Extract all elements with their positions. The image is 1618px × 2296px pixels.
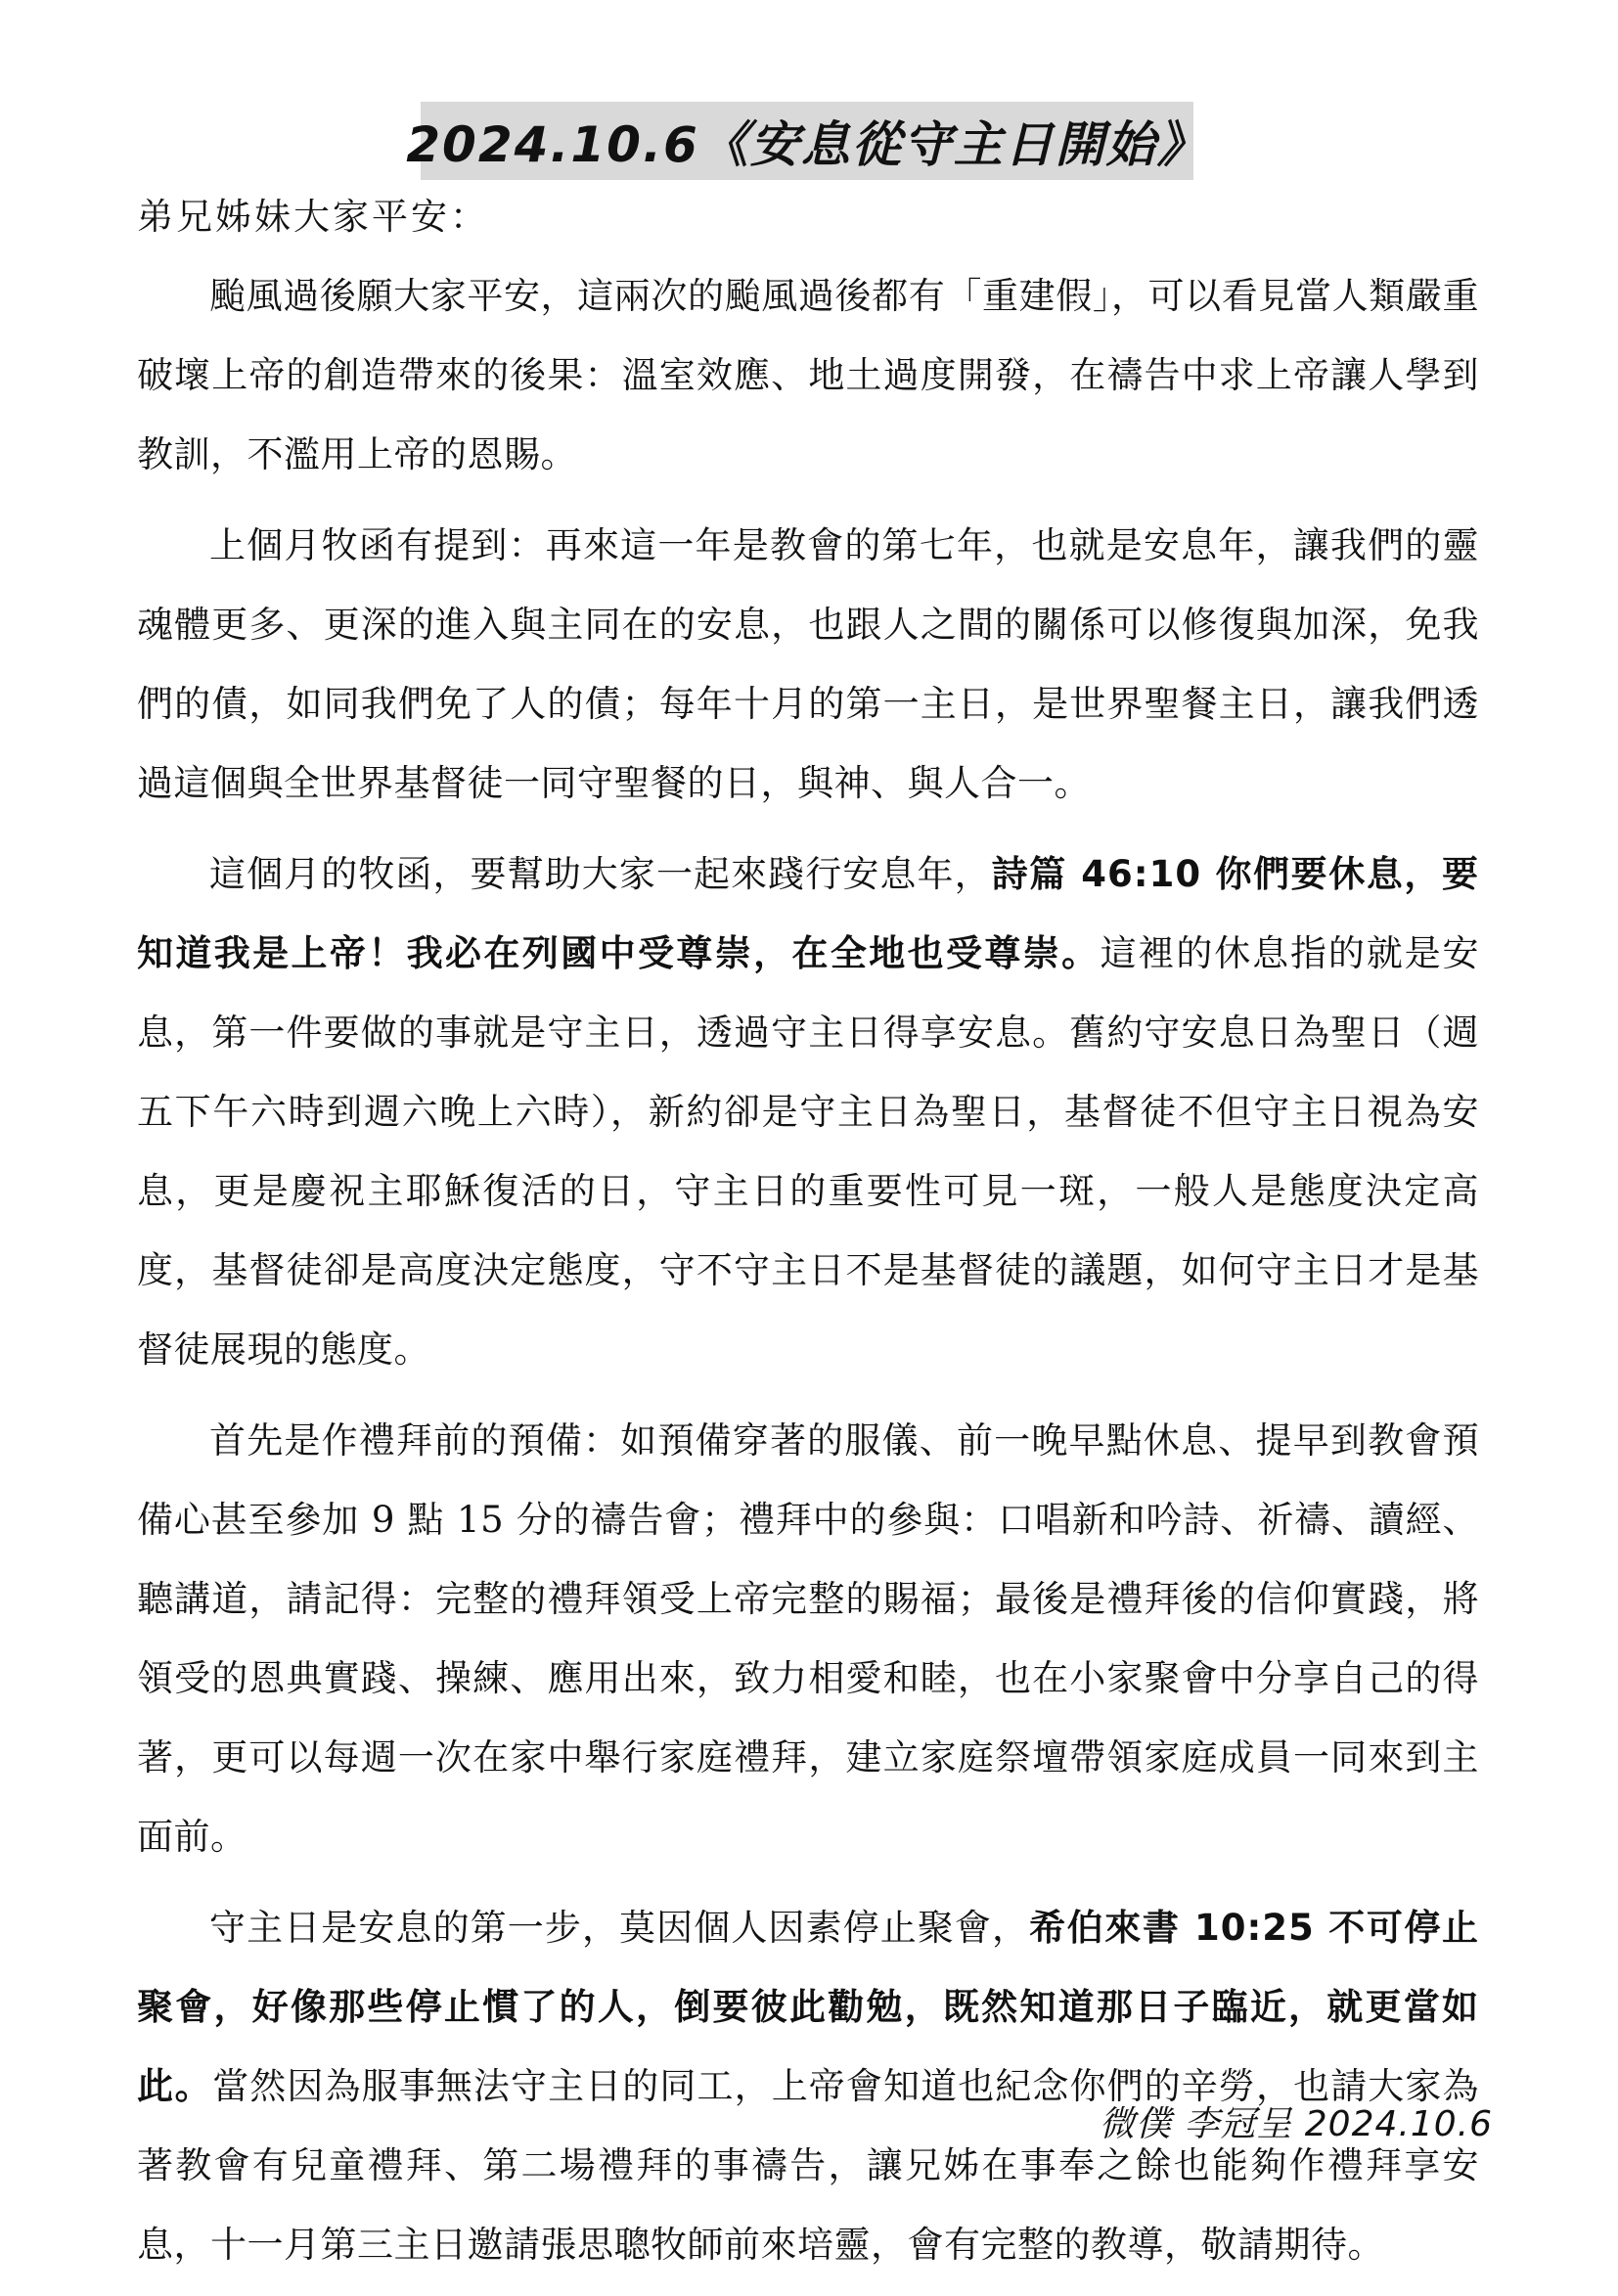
scripture-hebrews-10-25: 希伯來書 10:25 不可停止聚會，好像那些停止慣了的人，倒要彼此勸勉，既然知道那日子臨近，就更當如此。 xyxy=(137,1907,1480,2107)
paragraph-3-intro: 這個月的牧函，要幫助大家一起來踐行安息年， xyxy=(209,853,992,895)
paragraph-3 xyxy=(137,834,1479,1389)
letter-body xyxy=(137,256,1479,2296)
scripture-psalm-46-10: 詩篇 46:10 你們要休息，要知道我是上帝！我必在列國中受尊崇，在全地也受尊崇。 xyxy=(137,853,1480,974)
title-banner xyxy=(406,102,1208,180)
signature: 微僕 李冠呈 2024.10.6 xyxy=(1099,2104,1493,2144)
paragraph-5 xyxy=(137,1888,1479,2284)
paragraph-4: 首先是作禮拜前的預備：如預備穿著的服儀、前一晚早點休息、提早到教會預備心甚至參加 9 點 15 分的禱告會；禮拜中的參與：口唱新和吟詩、祈禱、讀經、聽講道，請記得：完整的禮拜領受上帝完整的賜福；最後是禮拜後的信仰實踐，將領受的恩典實踐、操練、應用出來，致力相愛和睦，也在小家聚會中分享自己的得著，更可以每週一次在家中舉行家庭禮拜，建立家庭祭壇帶領家庭成員一同來到主面前。 xyxy=(137,1419,1479,1858)
page-title: 2024.10.6《安息從守主日開始》 xyxy=(406,116,1208,173)
paragraph-3-body: 這裡的休息指的就是安息，第一件要做的事就是守主日，透過守主日得享安息。舊約守安息日為聖日（週五下午六時到週六晚上六時），新約卻是守主日為聖日，基督徒不但守主日視為安息，更是慶祝主耶穌復活的日，守主日的重要性可見一斑，一般人是態度決定高度，基督徒卻是高度決定態度，守不守主日不是基督徒的議題，如何守主日才是基督徒展現的態度。 xyxy=(137,932,1480,1371)
paragraph-5-body: 當然因為服事無法守主日的同工，上帝會知道也紀念你們的辛勞，也請大家為著教會有兒童禮拜、第二場禮拜的事禱告，讓兄姊在事奉之餘也能夠作禮拜享安息，十一月第三主日邀請張思聰牧師前來培靈，會有完整的教導，敬請期待。 xyxy=(137,2065,1480,2266)
greeting: 弟兄姊妹大家平安： xyxy=(137,196,489,238)
paragraph-1: 颱風過後願大家平安，這兩次的颱風過後都有「重建假」，可以看見當人類嚴重破壞上帝的創造帶來的後果：溫室效應、地土過度開發，在禱告中求上帝讓人學到教訓，不濫用上帝的恩賜。 xyxy=(137,275,1479,475)
paragraph-2: 上個月牧函有提到：再來這一年是教會的第七年，也就是安息年，讓我們的靈魂體更多、更深的進入與主同在的安息，也跟人之間的關係可以修復與加深，免我們的債，如同我們免了人的債；每年十月的第一主日，是世界聖餐主日，讓我們透過這個與全世界基督徒一同守聖餐的日，與神、與人合一。 xyxy=(137,524,1479,804)
paragraph-5-intro: 守主日是安息的第一步，莫因個人因素停止聚會， xyxy=(209,1907,1030,1949)
